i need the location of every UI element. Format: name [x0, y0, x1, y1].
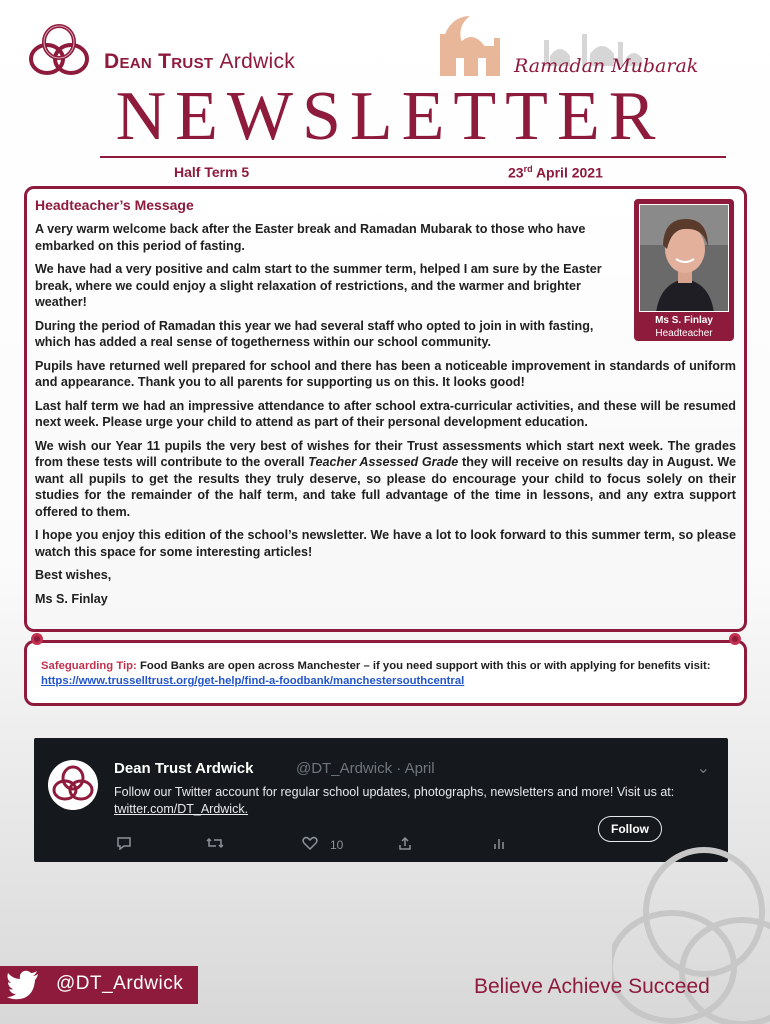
- like-icon[interactable]: [302, 836, 318, 850]
- twitter-bird-icon: [6, 970, 40, 1000]
- rose-icon: [728, 632, 742, 646]
- issue-date: 23rd April 2021: [508, 164, 603, 181]
- twitter-tag[interactable]: [0, 966, 198, 1004]
- tweet-text: Follow our Twitter account for regular school updates, photographs, newsletters and more! Visit us at: twitter.com/DT_Ardwick.: [114, 785, 675, 816]
- photo-caption-name: Ms S. Finlay: [655, 315, 713, 326]
- ramadan-greeting: Ramadan Mubarak: [514, 55, 699, 77]
- analytics-icon[interactable]: [492, 836, 506, 850]
- like-count: 10: [330, 838, 344, 852]
- photo-caption-role: Headteacher: [655, 328, 713, 339]
- headteacher-photo: [639, 204, 729, 312]
- newsletter-title: NEWSLETTER: [115, 78, 665, 155]
- safeguarding-panel: [24, 640, 747, 706]
- share-icon[interactable]: [398, 836, 412, 850]
- safeguarding-text: Safeguarding Tip: Food Banks are open across Manchester – if you need support with this or with applying for benefits visit: https://www.trusselltrust.org/get-help/find-a-foodbank/manchestersouthcentral: [41, 660, 711, 687]
- sign-off: Best wishes,: [35, 568, 112, 582]
- foodbank-link[interactable]: https://www.trusselltrust.org/get-help/find-a-foodbank/manchestersouthcentral: [41, 675, 465, 687]
- message-paragraph: A very warm welcome back after the Easter break and Ramadan Mubarak to those who have embarked on this period of fasting.: [35, 222, 586, 253]
- follow-button[interactable]: Follow: [598, 816, 662, 842]
- half-term: Half Term 5: [174, 164, 250, 180]
- retweet-icon[interactable]: [206, 836, 224, 850]
- reply-icon[interactable]: [116, 836, 132, 850]
- message-paragraph: Last half term we had an impressive attendance to after school extra-curricular activities, and these will be resumed next week. Please urge your child to attend as part of their personal development education.: [35, 398, 736, 429]
- chevron-down-icon[interactable]: ⌄: [696, 760, 710, 777]
- year11-paragraph: We wish our Year 11 pupils the very best of wishes for their Trust assessments which start next week. The grades from these tests will contribute to the overall Teacher Assessed Grade they will receive on results day in August. We want all pupils to get the results they truly deserve, so please do encourage your child to focus solely on their studies for the remainder of the half term, and take full advantage of the time in lessons, and any extra support offered to them.: [35, 438, 736, 519]
- message-paragraph: We have had a very positive and calm start to the summer term, helped I am sure by the Easter break, where we could enjoy a slight relaxation of restrictions, and the warmer and brighter weather!: [35, 262, 602, 309]
- safeguarding-label: Safeguarding Tip:: [41, 660, 137, 672]
- headteacher-message-panel: [24, 186, 747, 632]
- headteacher-heading: Headteacher’s Message: [35, 197, 194, 213]
- avatar[interactable]: [48, 760, 98, 810]
- school-name: Dean Trust Ardwick: [104, 50, 296, 73]
- school-logo: [26, 22, 92, 78]
- title-divider: [100, 156, 726, 158]
- tweet-handle-date[interactable]: @DT_Ardwick · April: [296, 760, 435, 777]
- rose-icon: [30, 632, 44, 646]
- message-paragraph: During the period of Ramadan this year we had several staff who opted to join in with fasting, which has added a real sense of togetherness within our school community.: [35, 318, 594, 349]
- tweet-author-name[interactable]: Dean Trust Ardwick: [114, 760, 254, 777]
- twitter-profile-link[interactable]: twitter.com/DT_Ardwick.: [114, 802, 249, 816]
- message-paragraph: Pupils have returned well prepared for school and there has been a noticeable improvement in standards of uniform and appearance. Thank you to all parents for supporting us on this. It looks good!: [35, 358, 736, 389]
- headteacher-photo-card: [634, 199, 734, 341]
- school-motto: Believe Achieve Succeed: [474, 975, 710, 998]
- message-paragraph: I hope you enjoy this edition of the school’s newsletter. We have a lot to look forward to this summer term, so please watch this space for some interesting articles!: [35, 528, 736, 559]
- signature-name: Ms S. Finlay: [35, 591, 108, 606]
- twitter-handle: @DT_Ardwick: [56, 973, 184, 994]
